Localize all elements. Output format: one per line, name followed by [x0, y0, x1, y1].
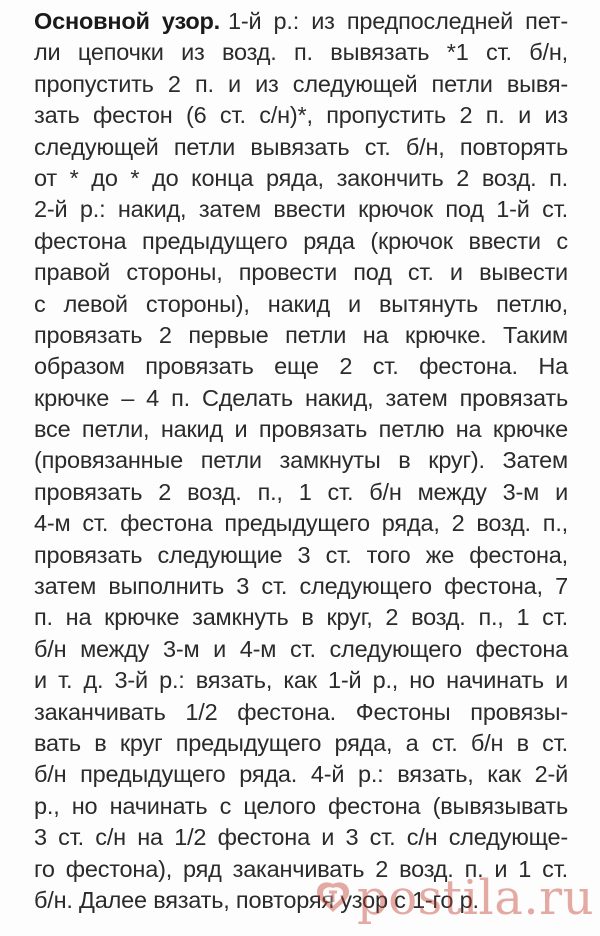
text-line: п. на крючке замкнуть в круг, 2 возд. п., 1 ст. — [34, 604, 568, 631]
text-line: го фестона), ряд заканчивать 2 возд. п. и 1 ст. — [34, 855, 568, 882]
text-line: провязать 2 возд. п., 1 ст. б/н между 3-м и — [34, 478, 568, 505]
text-line — [34, 6, 568, 37]
text-line: фестона предыдущего ряда (крючок ввести с — [34, 227, 568, 254]
text-line: провязать 2 первые петли на крючке. Таким — [34, 321, 568, 348]
text-line: с левой стороны), накид и вытянуть петлю, — [34, 290, 568, 317]
text-line: 2-й р.: накид, затем ввести крючок под 1-й ст. — [34, 196, 568, 223]
text-line: зать фестон (6 ст. с/н)*, пропустить 2 п. и из — [34, 102, 568, 129]
line-text: 1-й р.: из предпоследней пет- — [227, 8, 568, 34]
text-line: все петли, накид и провязать петлю на крючке — [34, 416, 568, 443]
text-line: б/н предыдущего ряда. 4-й р.: вязать, как 2-й — [34, 761, 568, 788]
text-line: б/н между 3-м и 4-м ст. следующего фестона — [34, 635, 568, 662]
text-line: крючке – 4 п. Сделать накид, затем провязать — [34, 384, 568, 411]
text-line: (провязанные петли замкнуты в круг). Затем — [34, 447, 568, 474]
text-line: затем выполнить 3 ст. следующего фестона, 7 — [34, 573, 568, 600]
text-line: от * до * до конца ряда, закончить 2 возд. п. — [34, 164, 568, 191]
text-line: 3 ст. с/н на 1/2 фестона и 3 ст. с/н следующе- — [34, 824, 568, 851]
text-line: пропустить 2 п. и из следующей петли вывя- — [34, 70, 568, 97]
text-line: следующей петли вывязать ст. б/н, повторять — [34, 133, 568, 160]
text-line: провязать следующие 3 ст. того же фестона, — [34, 541, 568, 568]
text-line: б/н. Далее вязать, повторяя узор с 1-го р. — [34, 886, 479, 913]
text-line: ли цепочки из возд. п. вывязать *1 ст. б/н, — [34, 39, 568, 66]
text-line: и т. д. 3-й р.: вязать, как 1-й р., но начинать и — [34, 667, 568, 694]
pattern-heading: Основной узор. — [34, 8, 220, 34]
text-line: 4-м ст. фестона предыдущего ряда, 2 возд. п., — [34, 510, 568, 537]
text-line: образом провязать еще 2 ст. фестона. На — [34, 353, 568, 380]
watermark-text: postila.ru — [357, 870, 594, 926]
text-line: правой стороны, провести под ст. и вывести — [34, 259, 568, 286]
text-line: заканчивать 1/2 фестона. Фестоны провязы- — [34, 698, 568, 725]
pattern-description — [34, 6, 568, 916]
watermark — [311, 870, 594, 926]
postila-logo-icon — [311, 878, 355, 918]
text-line: вать в круг предыдущего ряда, а ст. б/н в ст. — [34, 729, 568, 756]
text-line: р., но начинать с целого фестона (вывязывать — [34, 792, 568, 819]
